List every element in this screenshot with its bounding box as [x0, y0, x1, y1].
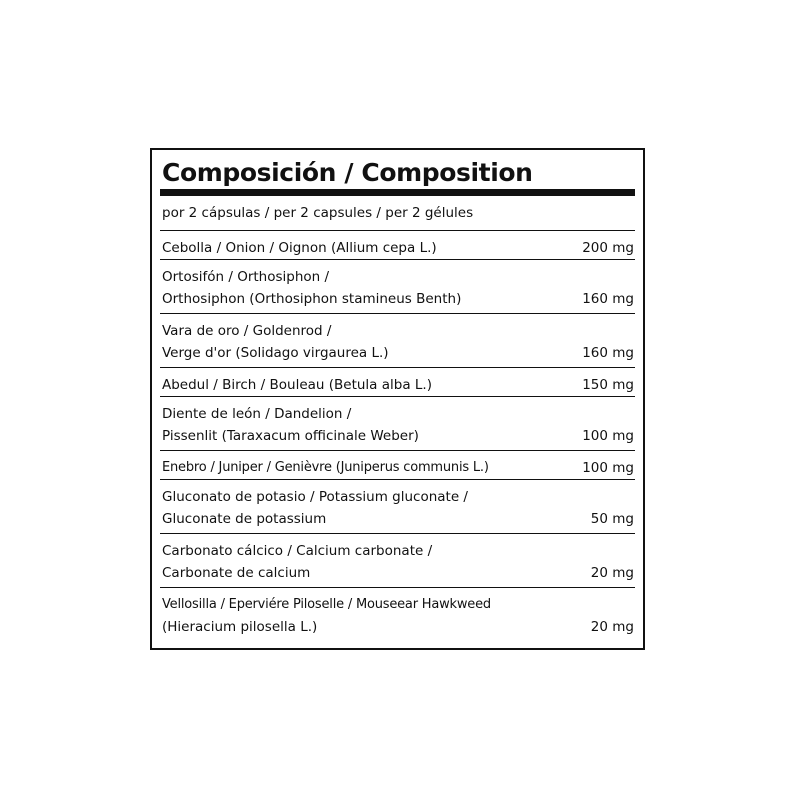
ingredient-name: Vellosilla / Eperviére Piloselle / Mouseear Hawkweed: [162, 597, 491, 612]
ingredient-amount: 100 mg: [582, 460, 634, 476]
serving-size: por 2 cápsulas / per 2 capsules / per 2 gélules: [162, 205, 474, 221]
title-rule: [160, 189, 635, 196]
ingredient-name-line2: Gluconate de potassium: [162, 511, 327, 527]
ingredient-name: Abedul / Birch / Bouleau (Betula alba L.): [162, 377, 432, 393]
ingredient-name-line2: (Hieracium pilosella L.): [162, 619, 318, 635]
ingredient-amount: 160 mg: [582, 291, 634, 307]
composition-title: Composición / Composition: [162, 158, 533, 187]
ingredient-name: Carbonato cálcico / Calcium carbonate /: [162, 543, 433, 559]
ingredient-name: Enebro / Juniper / Genièvre (Juniperus communis L.): [162, 460, 489, 475]
ingredient-row-onion: [160, 230, 635, 259]
ingredient-row-potassium-gluconate: [160, 479, 635, 533]
ingredient-row-calcium-carbonate: [160, 533, 635, 587]
ingredient-amount: 50 mg: [590, 511, 634, 527]
ingredient-row-dandelion: [160, 396, 635, 450]
ingredient-amount: 150 mg: [582, 377, 634, 393]
ingredient-name: Cebolla / Onion / Oignon (Allium cepa L.): [162, 240, 437, 256]
ingredient-row-orthosiphon: [160, 259, 635, 313]
ingredient-name: Ortosifón / Orthosiphon /: [162, 269, 330, 285]
ingredient-list: [160, 230, 635, 641]
ingredient-row-hawkweed: [160, 587, 635, 641]
ingredient-amount: 20 mg: [590, 565, 634, 581]
ingredient-name-line2: Carbonate de calcium: [162, 565, 311, 581]
ingredient-name-line2: Orthosiphon (Orthosiphon stamineus Benth): [162, 291, 462, 307]
ingredient-name: Diente de león / Dandelion /: [162, 406, 352, 422]
ingredient-row-juniper: [160, 450, 635, 479]
ingredient-row-goldenrod: [160, 313, 635, 367]
ingredient-amount: 160 mg: [582, 345, 634, 361]
ingredient-amount: 20 mg: [590, 619, 634, 635]
ingredient-amount: 100 mg: [582, 428, 634, 444]
ingredient-name: Gluconato de potasio / Potassium gluconate /: [162, 489, 468, 505]
ingredient-row-birch: [160, 367, 635, 396]
ingredient-name-line2: Pissenlit (Taraxacum officinale Weber): [162, 428, 419, 444]
ingredient-name: Vara de oro / Goldenrod /: [162, 323, 332, 339]
ingredient-name-line2: Verge d'or (Solidago virgaurea L.): [162, 345, 389, 361]
ingredient-amount: 200 mg: [582, 240, 634, 256]
composition-panel: [150, 148, 645, 650]
